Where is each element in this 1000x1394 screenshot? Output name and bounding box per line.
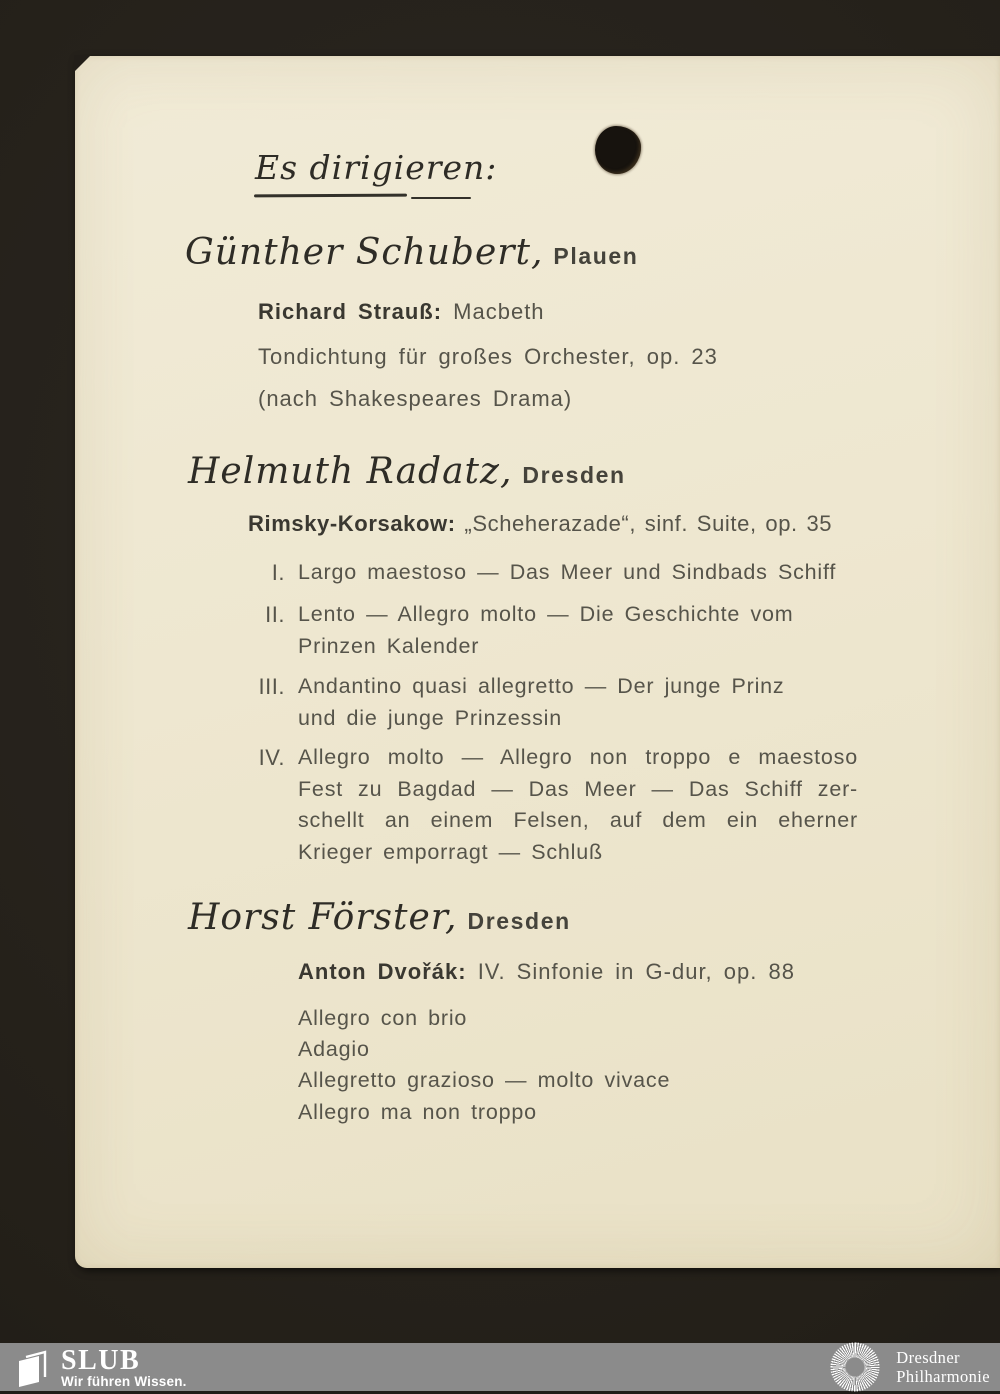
slub-logo xyxy=(17,1347,187,1389)
conductor-city: Dresden xyxy=(522,462,626,488)
movement-row xyxy=(248,557,858,589)
movement-row xyxy=(248,599,858,662)
work-title: IV. Sinfonie in G-dur, op. 88 xyxy=(477,959,795,984)
slub-tagline: Wir führen Wissen. xyxy=(61,1374,187,1389)
movement-line: Krieger emporragt — Schluß xyxy=(298,839,603,864)
movement-line: schellt an einem Felsen, auf dem ein eherner xyxy=(298,808,858,832)
movement-list xyxy=(298,1003,670,1128)
philharmonie-name-line: Dresdner xyxy=(896,1348,960,1367)
conductor-name: Helmuth Radatz, xyxy=(188,451,513,492)
movement-line: Allegro molto — Allegro non troppo e maestoso xyxy=(298,745,858,769)
punch-hole-icon xyxy=(595,126,641,174)
sunburst-icon xyxy=(828,1340,882,1394)
composer-name: Richard Strauß: xyxy=(258,299,443,324)
movement-numeral: II. xyxy=(265,602,285,627)
work-title: „Scheherazade“, sinf. Suite, op. 35 xyxy=(464,511,833,536)
work-title-line xyxy=(248,511,832,537)
movement-numeral: I. xyxy=(271,560,285,585)
open-book-icon xyxy=(17,1350,47,1388)
slub-wordmark: SLUB xyxy=(61,1345,141,1376)
conductor-heading xyxy=(185,232,638,273)
document-page xyxy=(75,56,1000,1268)
movement-row xyxy=(248,671,858,734)
work-note: (nach Shakespeares Drama) xyxy=(258,386,573,411)
conductor-heading xyxy=(188,451,626,492)
movement-line: Lento — Allegro molto — Die Geschichte vom xyxy=(298,602,794,626)
movement-line: Fest zu Bagdad — Das Meer — Das Schiff zer- xyxy=(298,776,858,801)
movement-line: Allegretto grazioso — molto vivace xyxy=(298,1068,671,1093)
philharmonie-logo xyxy=(828,1343,990,1391)
movement-line: Largo maestoso — Das Meer und Sindbads Schiff xyxy=(298,560,837,584)
watermark-footer-bar xyxy=(0,1343,1000,1391)
movement-line: Andantino quasi allegretto — Der junge Prinz xyxy=(298,674,785,698)
movement-numeral: IV. xyxy=(258,745,285,770)
movement-line: und die junge Prinzessin xyxy=(298,705,562,730)
movement-row xyxy=(248,742,858,868)
movement-line: Allegro con brio xyxy=(298,1006,468,1030)
movement-line: Adagio xyxy=(298,1037,370,1062)
composer-name: Rimsky-Korsakow: xyxy=(248,511,456,536)
work-title-line xyxy=(258,299,545,325)
conductor-city: Plauen xyxy=(553,243,639,269)
conductor-name: Günther Schubert, xyxy=(185,232,544,273)
work-title: Macbeth xyxy=(453,299,545,324)
movement-line: Prinzen Kalender xyxy=(298,633,480,658)
philharmonie-name-line: Philharmonie xyxy=(896,1367,990,1386)
conductor-heading xyxy=(188,897,571,938)
movement-line: Allegro ma non troppo xyxy=(298,1099,537,1124)
conductor-name: Horst Förster, xyxy=(188,897,458,938)
work-subtitle: Tondichtung für großes Orchester, op. 23 xyxy=(258,344,718,369)
movement-numeral: III. xyxy=(258,674,285,699)
conductor-city: Dresden xyxy=(467,908,571,934)
title-underline xyxy=(254,194,407,198)
page-title: Es dirigieren: xyxy=(255,148,498,187)
title-underline xyxy=(411,197,471,199)
work-title-line xyxy=(298,959,795,985)
composer-name: Anton Dvořák: xyxy=(298,959,467,984)
